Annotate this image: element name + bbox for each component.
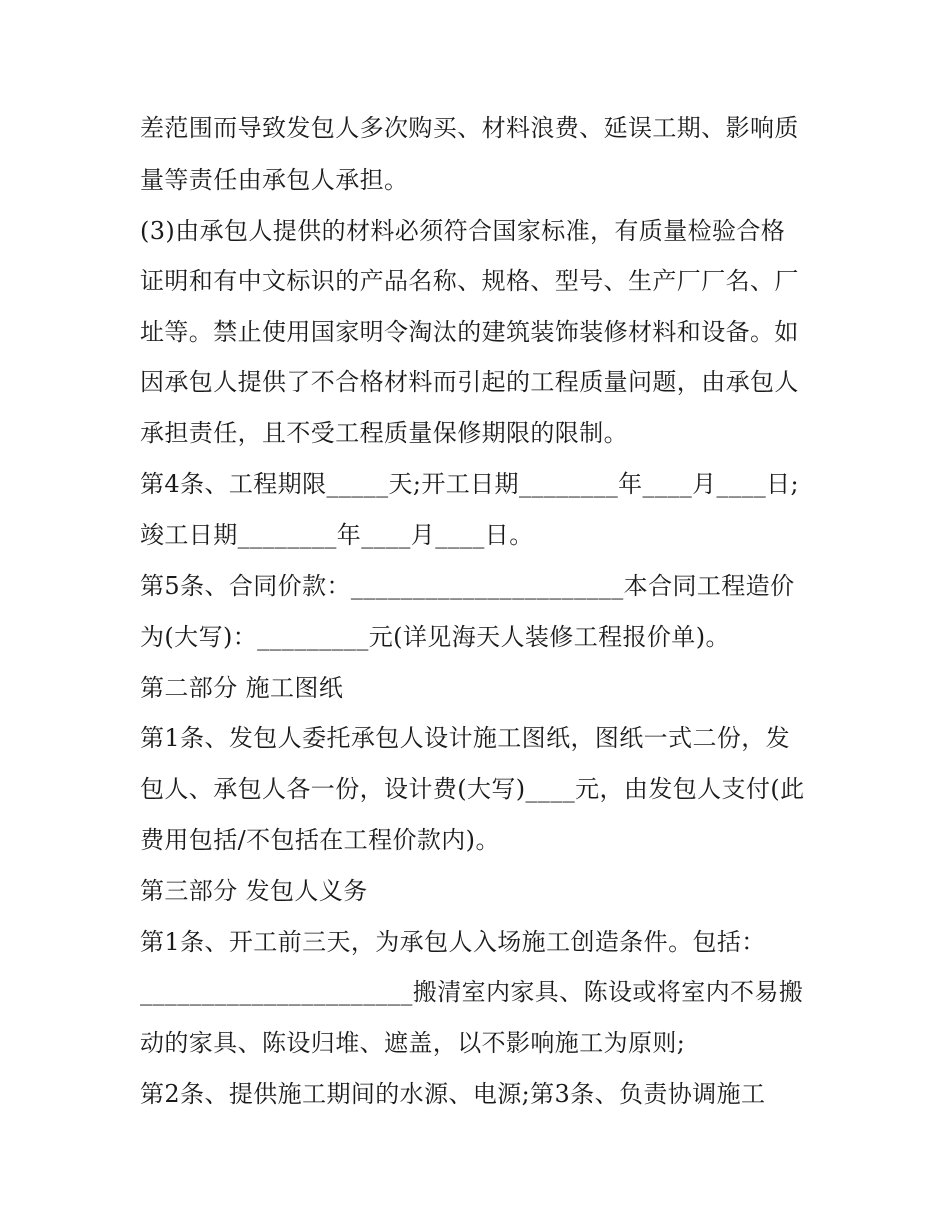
section-heading: 第二部分 施工图纸: [140, 674, 344, 702]
text-line: 证明和有中文标识的产品名称、规格、型号、生产厂厂名、厂: [140, 267, 799, 295]
text-line: 为(大写)：_________元(详见海天人装修工程报价单)。: [140, 623, 730, 651]
text-line: 量等责任由承包人承担。: [140, 166, 409, 194]
text-line: 动的家具、陈设归堆、遮盖，以不影响施工为原则;: [140, 1029, 686, 1057]
text-line: 差范围而导致发包人多次购买、材料浪费、延误工期、影响质: [140, 114, 799, 142]
text-line: 第2条、提供施工期间的水源、电源;第3条、负责协调施工: [140, 1080, 766, 1108]
text-line: ______________________搬清室内家具、陈设或将室内不易搬: [140, 978, 804, 1006]
text-line: 第1条、发包人委托承包人设计施工图纸，图纸一式二份，发: [140, 724, 791, 752]
text-line: 费用包括/不包括在工程价款内)。: [140, 826, 500, 854]
text-line: 第1条、开工前三天，为承包人入场施工创造条件。包括：: [140, 928, 766, 956]
text-line: (3)由承包人提供的材料必须符合国家标准，有质量检验合格: [140, 217, 786, 245]
text-line: 第5条、合同价款：______________________本合同工程造价: [140, 572, 795, 600]
section-heading: 第三部分 发包人义务: [140, 877, 368, 905]
text-line: 竣工日期________年____月____日。: [140, 521, 534, 549]
text-line: 址等。禁止使用国家明令淘汰的建筑装饰装修材料和设备。如: [140, 318, 799, 346]
text-line: 第4条、工程期限_____天;开工日期________年____月____日;: [140, 470, 800, 498]
text-line: 因承包人提供了不合格材料而引起的工程质量问题，由承包人: [140, 368, 799, 396]
text-line: 包人、承包人各一份，设计费(大写)____元，由发包人支付(此: [140, 775, 805, 803]
text-line: 承担责任，且不受工程质量保修期限的限制。: [140, 419, 628, 447]
